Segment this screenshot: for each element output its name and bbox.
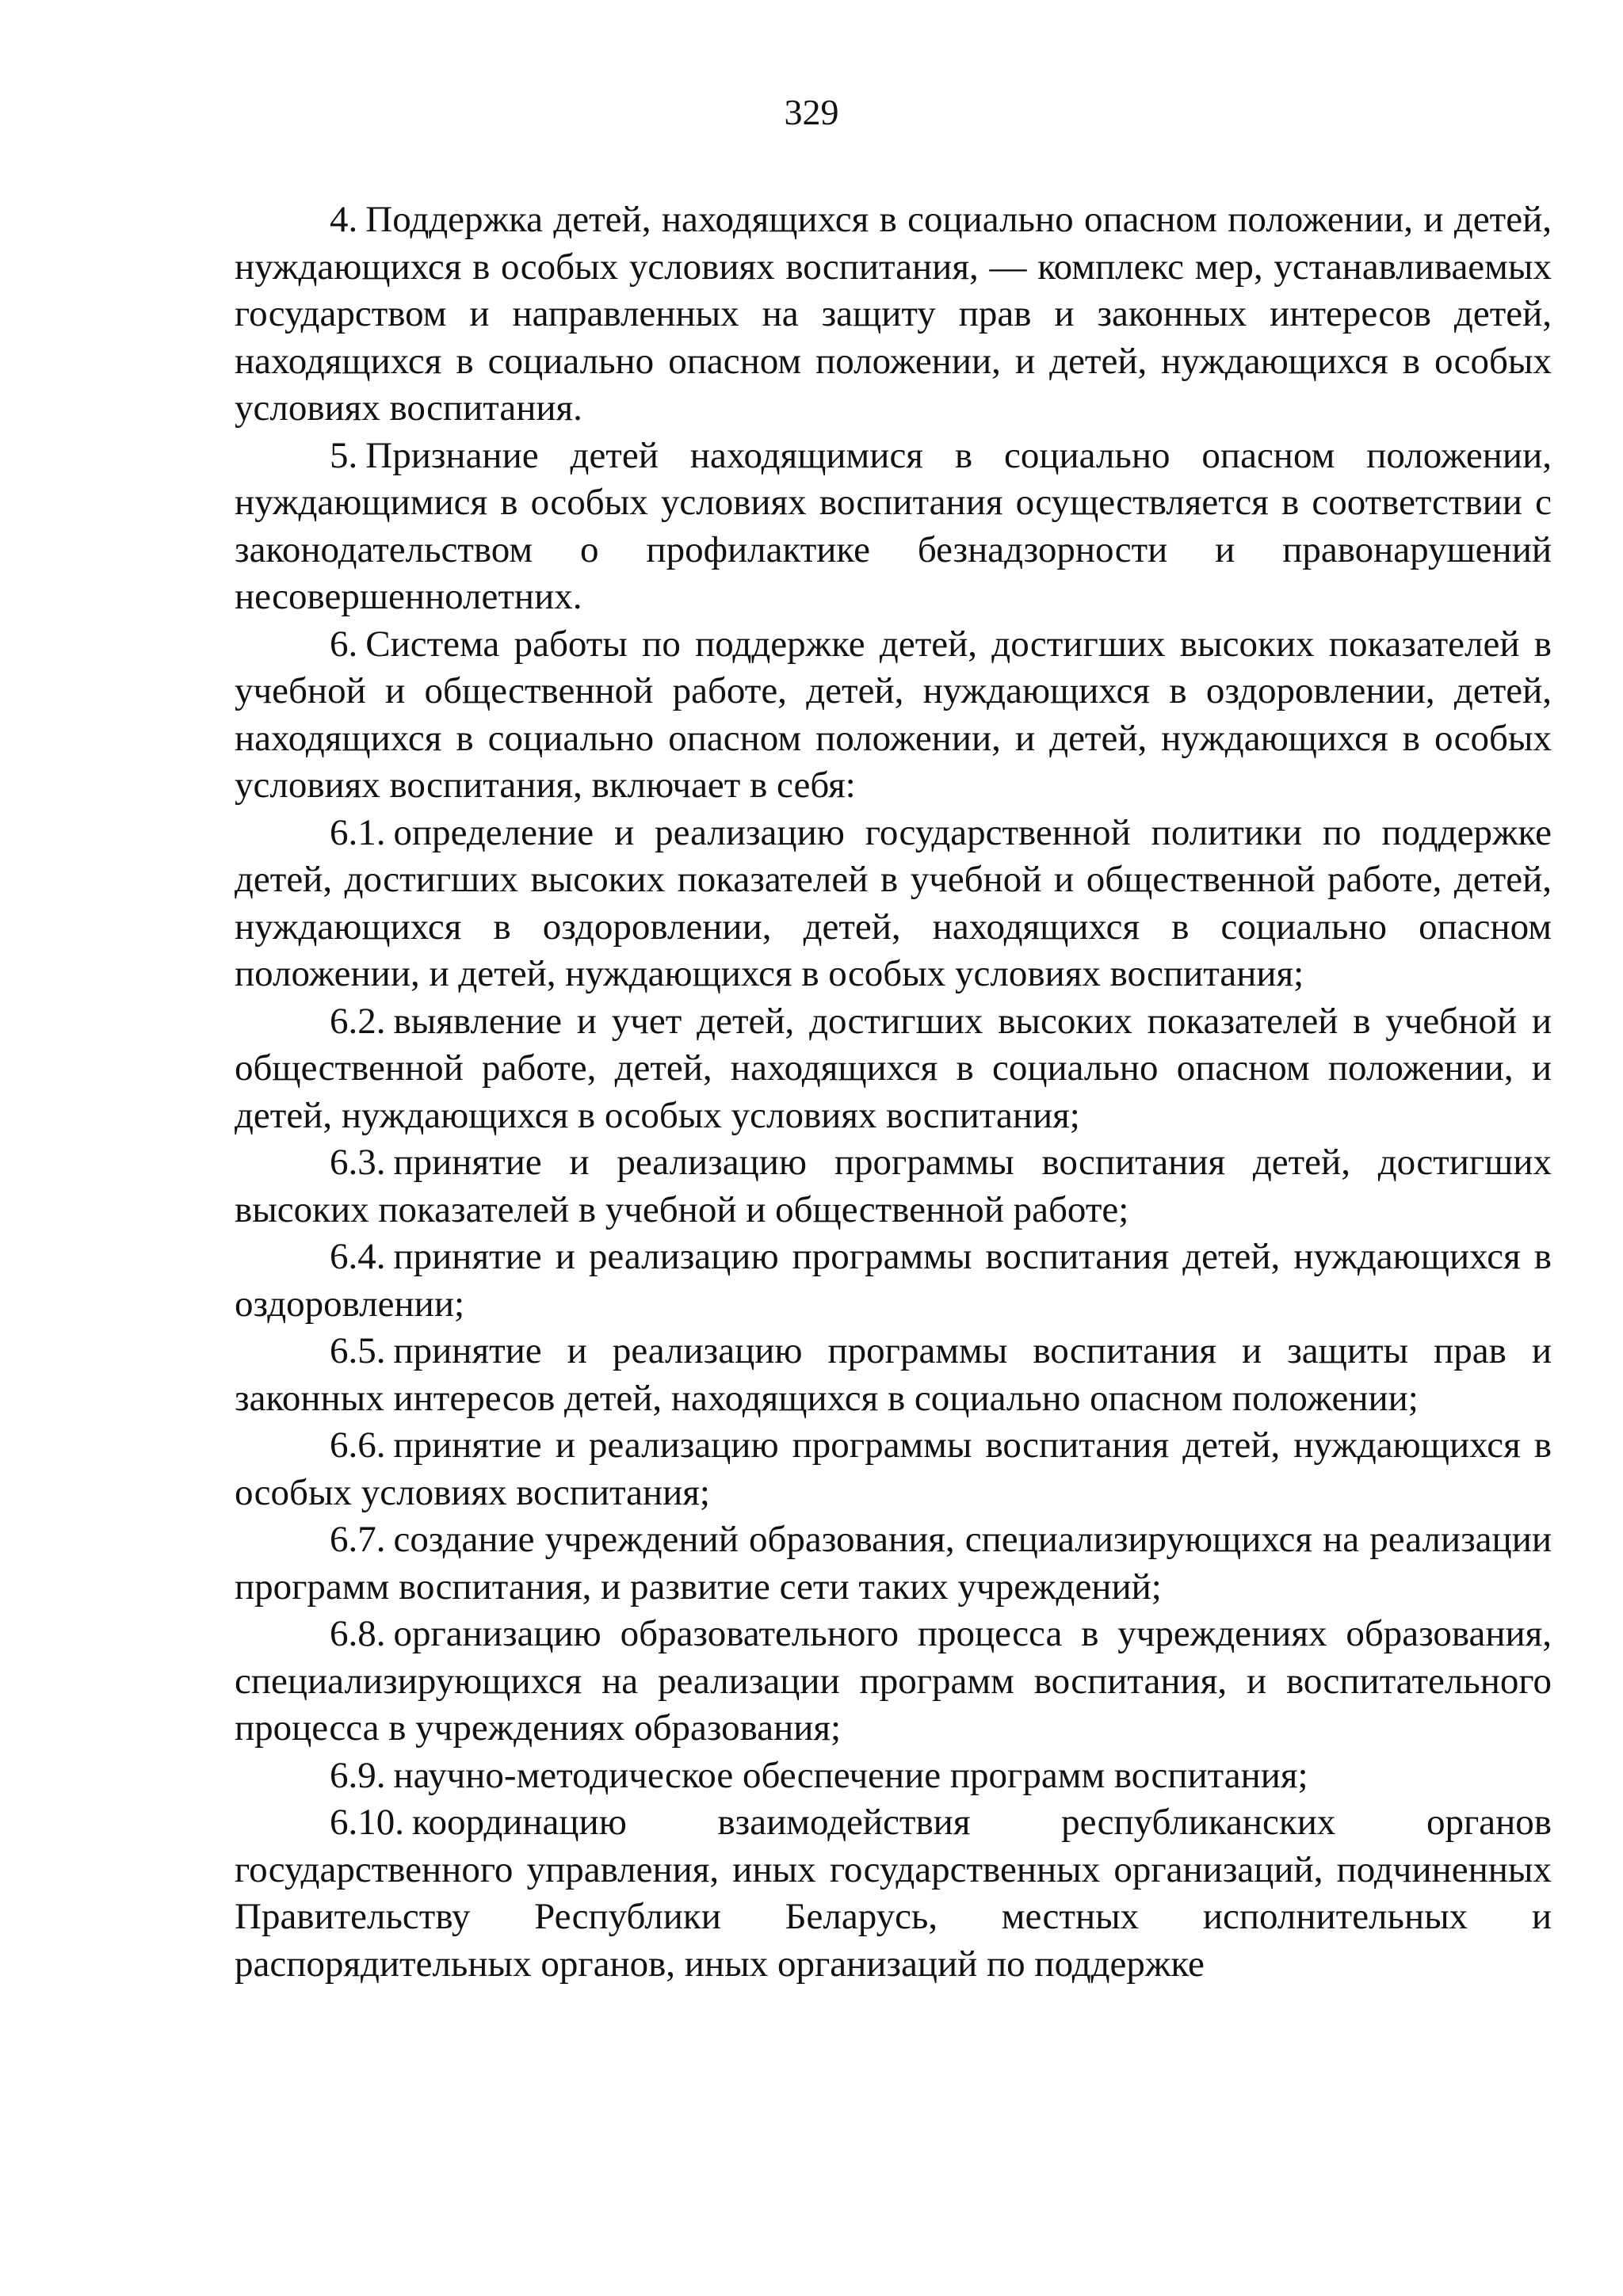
paragraph-4 (235, 196, 1552, 433)
document-body (235, 196, 1552, 1988)
paragraph-number: 6.3. (330, 1142, 386, 1183)
page-number: 329 (784, 92, 839, 132)
paragraph-6-4 (235, 1234, 1552, 1328)
paragraph-5 (235, 433, 1552, 621)
paragraph-number: 6.5. (330, 1330, 386, 1371)
paragraph-text: Поддержка детей, находящихся в социально опасном положении, и детей, нуждающихся в особых условиях воспитания, — комплекс мер, устанавливаемых государством и направленных на защиту прав и законных интересов детей, находящихся в социально опасном положении, и детей, нуждающихся в особых условиях воспитания. (235, 199, 1552, 429)
paragraph-text: принятие и реализацию программы воспитания детей, нуждающихся в особых условиях воспитания; (235, 1425, 1552, 1513)
paragraph-text: Признание детей находящимися в социально опасном положении, нуждающимися в особых условиях воспитания осуществляется в соответствии с законодательством о профилактике безнадзорности и правонарушений несовершеннолетних. (235, 434, 1552, 617)
paragraph-6-1 (235, 810, 1552, 998)
paragraph-number: 6. (330, 623, 358, 665)
paragraph-text: организацию образовательного процесса в учреждениях образования, специализирующихся на реализации программ воспитания, и воспитательного процесса в учреждениях образования; (235, 1613, 1552, 1749)
paragraph-text: координацию взаимодействия республиканских органов государственного управления, иных государственных организаций, подчиненных Правительству Республики Беларусь, местных исполнительных и распорядительных органов, иных организаций по поддержке (235, 1802, 1552, 1985)
paragraph-6-6 (235, 1422, 1552, 1516)
paragraph-number: 6.10. (330, 1802, 404, 1843)
paragraph-6 (235, 621, 1552, 810)
paragraph-6-8 (235, 1611, 1552, 1753)
paragraph-6-2 (235, 998, 1552, 1140)
paragraph-text: научно-методическое обеспечение программ воспитания; (393, 1754, 1308, 1796)
paragraph-6-10 (235, 1799, 1552, 1988)
paragraph-6-7 (235, 1516, 1552, 1611)
paragraph-number: 6.7. (330, 1519, 386, 1560)
paragraph-text: принятие и реализацию программы воспитания и защиты прав и законных интересов детей, находящихся в социально опасном положении; (235, 1330, 1552, 1419)
paragraph-text: определение и реализацию государственной политики по поддержке детей, достигших высоких показателей в учебной и общественной работе, детей, нуждающихся в оздоровлении, детей, находящихся в социально опасном положении, и детей, нуждающихся в особых условиях воспитания; (235, 811, 1552, 994)
paragraph-number: 6.1. (330, 811, 386, 853)
paragraph-number: 6.9. (330, 1754, 386, 1796)
paragraph-number: 5. (330, 434, 358, 476)
paragraph-number: 6.6. (330, 1425, 386, 1466)
paragraph-number: 6.4. (330, 1236, 386, 1277)
paragraph-number: 6.2. (330, 1000, 386, 1042)
paragraph-text: создание учреждений образования, специализирующихся на реализации программ воспитания, и развитие сети таких учреждений; (235, 1519, 1552, 1608)
paragraph-text: выявление и учет детей, достигших высоких показателей в учебной и общественной работе, детей, находящихся в социально опасном положении, и детей, нуждающихся в особых условиях воспитания; (235, 1000, 1552, 1136)
paragraph-text: принятие и реализацию программы воспитания детей, нуждающихся в оздоровлении; (235, 1236, 1552, 1325)
paragraph-text: Система работы по поддержке детей, достигших высоких показателей в учебной и общественной работе, детей, нуждающихся в оздоровлении, детей, находящихся в социально опасном положении, и детей, нуждающихся в особых условиях воспитания, включает в себя: (235, 623, 1552, 806)
paragraph-6-3 (235, 1139, 1552, 1234)
paragraph-6-5 (235, 1328, 1552, 1422)
paragraph-number: 6.8. (330, 1613, 386, 1654)
paragraph-text: принятие и реализацию программы воспитания детей, достигших высоких показателей в учебной и общественной работе; (235, 1142, 1552, 1230)
paragraph-number: 4. (330, 199, 358, 240)
paragraph-6-9 (235, 1753, 1552, 1800)
